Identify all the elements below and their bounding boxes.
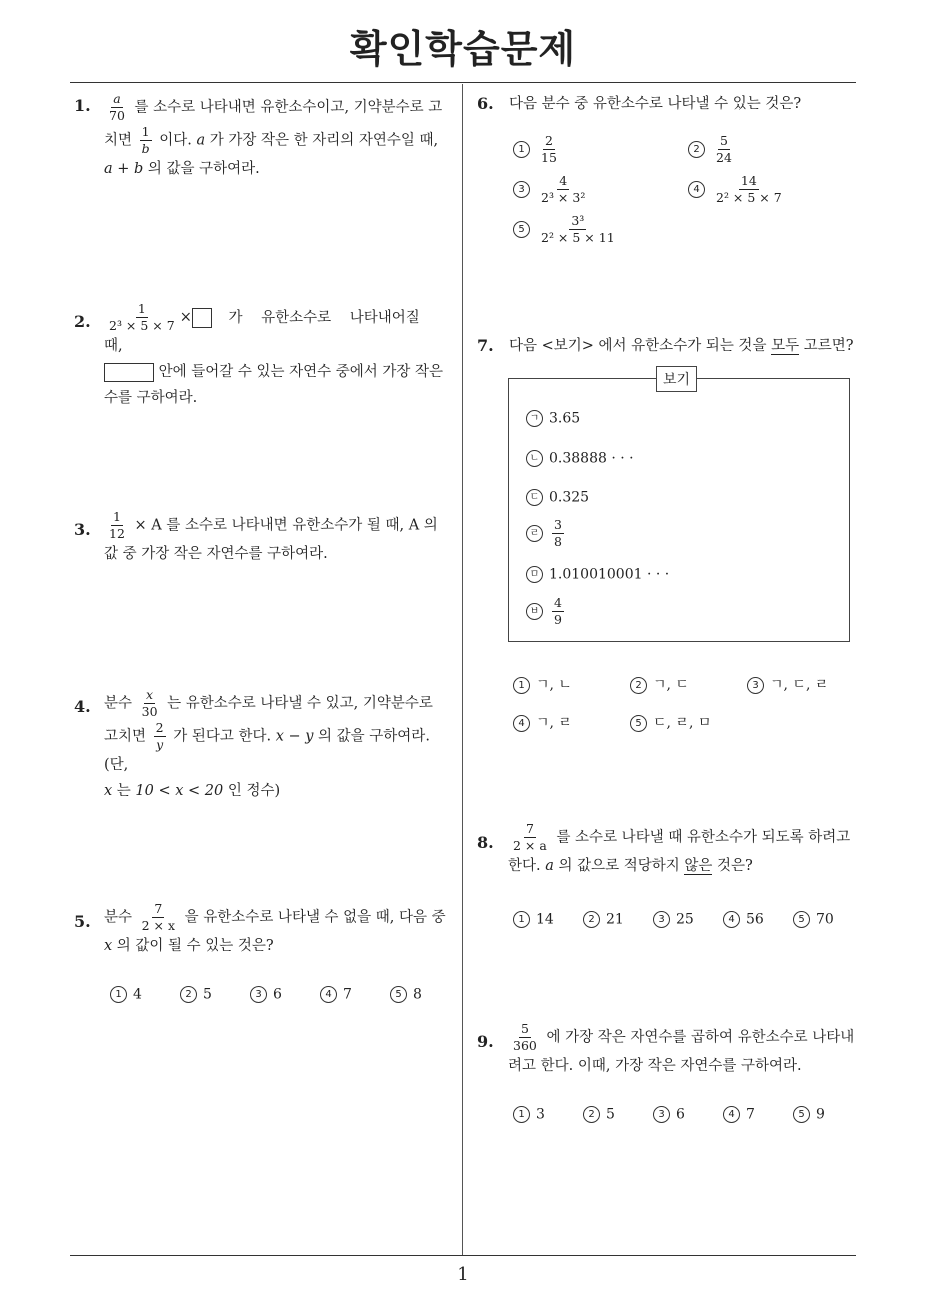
choice-marker: 2 (583, 1106, 600, 1123)
choice-text: 5 (203, 986, 212, 1003)
q1-text: 가 가장 작은 한 자리의 자연수일 때, (209, 132, 439, 149)
q5-line-2 (104, 933, 456, 959)
question-6 (509, 91, 859, 117)
choice-marker: 2 (688, 141, 705, 158)
choice-text: 3 (536, 1106, 545, 1123)
numerator: 1 (137, 301, 146, 316)
emphasis: 않은 (684, 858, 713, 874)
item-marker: ㄴ (526, 450, 543, 467)
choice-2[interactable] (180, 986, 212, 1003)
numerator: 5 (719, 133, 728, 148)
choice-marker: 4 (723, 1106, 740, 1123)
numerator: 1 (141, 124, 150, 139)
item-text: 1.010010001 · · · (549, 566, 670, 583)
q5-line-1 (104, 902, 456, 933)
choice-text: 6 (273, 986, 282, 1003)
q9-line-1 (508, 1022, 860, 1053)
bogi-item (526, 518, 567, 549)
choice-text: 5 (606, 1106, 615, 1123)
q9-line-2 (508, 1053, 860, 1079)
numerator: 2 (544, 133, 553, 148)
question-number: 8. (477, 833, 494, 852)
choice-text: 14 (536, 911, 554, 928)
choice-4[interactable] (320, 986, 352, 1003)
fraction (140, 902, 177, 933)
numerator: 1 (112, 509, 121, 524)
question-number: 4. (74, 697, 91, 716)
q4-text: 분수 (104, 695, 133, 712)
q5-text: 의 값이 될 수 있는 것은? (116, 938, 274, 954)
question-number: 2. (74, 312, 91, 331)
numerator: 5 (520, 1021, 529, 1036)
choice-marker: 4 (688, 181, 705, 198)
numerator: 3 (554, 517, 562, 532)
denominator: 9 (554, 612, 562, 627)
question-1 (104, 92, 456, 182)
choice-text: 25 (676, 911, 694, 928)
choice-text: 7 (746, 1106, 755, 1123)
choice-marker: 5 (630, 715, 647, 732)
q2-line-3 (104, 385, 456, 411)
question-number: 6. (477, 94, 494, 113)
question-number: 7. (477, 336, 494, 355)
choice-1[interactable] (110, 986, 142, 1003)
item-marker: ㄷ (526, 489, 543, 506)
choice-3[interactable] (513, 174, 590, 205)
q6-text: 다음 분수 중 유한소수로 나타낼 수 있는 것은? (509, 96, 802, 112)
q4-line-3 (104, 778, 456, 804)
denominator: 2² × 5 × 11 (541, 230, 615, 245)
choice-5[interactable] (793, 1106, 825, 1123)
choice-marker: 1 (513, 141, 530, 158)
choice-marker: 1 (513, 1106, 530, 1123)
choice-5[interactable] (513, 214, 620, 245)
choice-marker: 1 (110, 986, 127, 1003)
choice-text: ㄱ, ㄷ (653, 677, 689, 693)
choice-marker: 4 (513, 715, 530, 732)
times-sign: × (179, 309, 192, 326)
q1-line-3 (104, 156, 456, 182)
q4-text: 는 (116, 783, 131, 799)
fraction (539, 134, 559, 165)
choice-text: 4 (133, 986, 142, 1003)
footer-rule (70, 1255, 856, 1256)
denominator: 2³ × 3² (541, 190, 586, 205)
q4-text: 인 정수) (227, 783, 281, 799)
column-divider (462, 84, 463, 1256)
q3-line-1 (104, 510, 456, 541)
fraction (107, 302, 177, 333)
q1-line-1 (104, 92, 456, 123)
choice-5[interactable] (390, 986, 422, 1003)
bogi-item (526, 596, 567, 627)
choice-marker: 1 (513, 911, 530, 928)
variable: a (545, 858, 554, 874)
q1-text: 치면 (104, 132, 133, 149)
q4-line-1 (104, 688, 456, 719)
choice-text: 70 (816, 911, 834, 928)
numerator: x (146, 687, 154, 702)
choice-4[interactable] (513, 712, 572, 732)
fraction (107, 510, 127, 541)
denominator: y (156, 737, 164, 752)
question-8 (508, 822, 860, 879)
q8-text: 한다. (508, 858, 541, 874)
choice-2[interactable] (583, 911, 624, 928)
item-marker: ㄱ (526, 410, 543, 427)
denominator: 2³ × 5 × 7 (109, 318, 175, 333)
numerator: 2 (155, 720, 164, 735)
q2-text: 가 유한소수로 나타내어질 때, (104, 309, 420, 354)
denominator: 70 (109, 108, 125, 123)
choice-5[interactable] (630, 712, 711, 732)
choice-3[interactable] (747, 674, 828, 694)
fraction (511, 1022, 539, 1053)
question-number: 3. (74, 520, 91, 539)
choice-2[interactable] (688, 134, 737, 165)
q3-text: 값 중 가장 작은 자연수를 구하여라. (104, 546, 328, 562)
bogi-item (526, 450, 634, 467)
page-number: 1 (457, 1264, 469, 1285)
q2-line-1 (104, 302, 456, 359)
choice-text: 8 (413, 986, 422, 1003)
q4-line-2 (104, 721, 456, 778)
q3-line-2 (104, 541, 456, 567)
question-2 (104, 302, 456, 411)
choice-marker: 1 (513, 677, 530, 694)
denominator: 12 (109, 526, 125, 541)
question-9 (508, 1022, 860, 1079)
fraction (154, 721, 166, 752)
fraction (140, 688, 160, 719)
choice-2[interactable] (583, 1106, 615, 1123)
choice-marker: 3 (653, 911, 670, 928)
choice-marker: 5 (390, 986, 407, 1003)
choice-marker: 3 (747, 677, 764, 694)
item-marker: ㅁ (526, 566, 543, 583)
expression: x − y (275, 728, 314, 745)
denominator: 8 (554, 534, 562, 549)
denominator: 2 × a (513, 838, 547, 853)
variable: x (104, 783, 113, 799)
numerator: 3³ (571, 213, 585, 228)
choice-text: 6 (676, 1106, 685, 1123)
choice-marker: 5 (513, 221, 530, 238)
choice-marker: 3 (653, 1106, 670, 1123)
numerator: 7 (154, 901, 163, 916)
blank-box (104, 363, 154, 382)
bogi-item (526, 566, 669, 583)
choice-text: 9 (816, 1106, 825, 1123)
q4-text: 는 유한소수로 나타낼 수 있고, 기약분수로 (167, 695, 433, 712)
choice-1[interactable] (513, 134, 562, 165)
choice-1[interactable] (513, 911, 554, 928)
choice-3[interactable] (653, 1106, 685, 1123)
question-number: 5. (74, 912, 91, 931)
choice-5[interactable] (793, 911, 834, 928)
header-rule (70, 82, 856, 83)
bogi-label: 보기 (656, 366, 697, 392)
denominator: b (141, 141, 150, 156)
choice-4[interactable] (688, 174, 787, 205)
q8-text: 것은? (717, 858, 753, 874)
fraction (552, 596, 564, 627)
bogi-item (526, 489, 589, 506)
item-text: 0.38888 · · · (549, 450, 634, 467)
choice-4[interactable] (723, 911, 764, 928)
question-number: 9. (477, 1032, 494, 1051)
choice-text: 56 (746, 911, 764, 928)
choice-2[interactable] (630, 674, 689, 694)
choice-text: 21 (606, 911, 624, 928)
q5-text: 분수 (104, 909, 133, 926)
q7-text: 다음 <보기> 에서 유한소수가 되는 것을 (509, 338, 767, 354)
denominator: 360 (513, 1038, 537, 1053)
choice-text: ㄱ, ㄷ, ㄹ (770, 677, 829, 693)
question-3 (104, 510, 456, 567)
choice-marker: 2 (583, 911, 600, 928)
q2-text: 안에 들어갈 수 있는 자연수 중에서 가장 작은 (158, 364, 443, 380)
q8-line-2 (508, 853, 860, 879)
q3-text: × A 를 소수로 나타내면 유한소수가 될 때, A 의 (134, 517, 438, 534)
emphasis: 모두 (771, 338, 800, 354)
q2-line-2 (104, 359, 456, 385)
choice-marker: 5 (793, 911, 810, 928)
q2-text: 수를 구하여라. (104, 390, 198, 406)
denominator: 30 (141, 704, 158, 719)
expression: a + b (104, 161, 144, 177)
q5-text: 을 유한소수로 나타낼 수 없을 때, 다음 중 (184, 909, 446, 926)
q8-text: 를 소수로 나타낼 때 유한소수가 되도록 하려고 (556, 829, 851, 846)
bogi-item (526, 410, 580, 427)
choice-text: ㄱ, ㄴ (536, 677, 572, 693)
variable: x (104, 938, 113, 954)
choice-marker: 2 (180, 986, 197, 1003)
question-number: 1. (74, 96, 91, 115)
inequality: 10 < x < 20 (135, 783, 224, 799)
fraction (107, 92, 127, 123)
q8-text: 의 값으로 적당하지 (558, 858, 680, 874)
fraction (714, 174, 784, 205)
blank-box (192, 308, 212, 328)
q1-line-2 (104, 125, 456, 156)
numerator: 7 (525, 821, 534, 836)
fraction (714, 134, 734, 165)
fraction (552, 518, 564, 549)
choice-marker: 2 (630, 677, 647, 694)
fraction (511, 822, 549, 853)
q8-line-1 (508, 822, 860, 853)
choice-marker: 3 (513, 181, 530, 198)
item-text: 0.325 (549, 489, 590, 506)
choice-marker: 3 (250, 986, 267, 1003)
choice-marker: 5 (793, 1106, 810, 1123)
denominator: 2² × 5 × 7 (716, 190, 782, 205)
choice-marker: 4 (723, 911, 740, 928)
choice-text: 7 (343, 986, 352, 1003)
numerator: 4 (554, 595, 562, 610)
denominator: 2 × x (141, 918, 176, 933)
denominator: 24 (716, 150, 732, 165)
numerator: 14 (740, 173, 757, 188)
question-4 (104, 688, 456, 804)
item-marker: ㅂ (526, 603, 543, 620)
variable: a (196, 132, 206, 149)
fraction (539, 174, 587, 205)
choice-1[interactable] (513, 1106, 545, 1123)
q4-text: 가 된다고 한다. (173, 728, 272, 745)
question-5 (104, 902, 456, 959)
q4-text: 의 값을 구하여라. (단, (104, 728, 430, 773)
choice-1[interactable] (513, 674, 572, 694)
choice-text: ㄷ, ㄹ, ㅁ (653, 715, 712, 731)
item-marker: ㄹ (526, 525, 543, 542)
choice-3[interactable] (250, 986, 282, 1003)
choice-3[interactable] (653, 911, 694, 928)
page-title: 확인학습문제 (349, 27, 577, 71)
choice-4[interactable] (723, 1106, 755, 1123)
q1-text: 의 값을 구하여라. (147, 161, 260, 177)
question-7 (509, 333, 861, 359)
item-text: 3.65 (549, 410, 581, 427)
numerator: 4 (559, 173, 568, 188)
q1-text: 를 소수로 나타내면 유한소수이고, 기약분수로 고 (134, 99, 443, 116)
q1-text: 이다. (159, 132, 192, 149)
q9-text: 려고 한다. 이때, 가장 작은 자연수를 구하여라. (508, 1058, 802, 1074)
choice-text: ㄱ, ㄹ (536, 715, 572, 731)
choice-marker: 4 (320, 986, 337, 1003)
q9-text: 에 가장 작은 자연수를 곱하여 유한소수로 나타내 (546, 1029, 855, 1046)
numerator: a (113, 91, 121, 106)
fraction (140, 125, 152, 156)
q4-text: 고치면 (104, 728, 147, 745)
denominator: 15 (541, 150, 557, 165)
fraction (539, 214, 617, 245)
q7-text: 고르면? (803, 338, 854, 354)
